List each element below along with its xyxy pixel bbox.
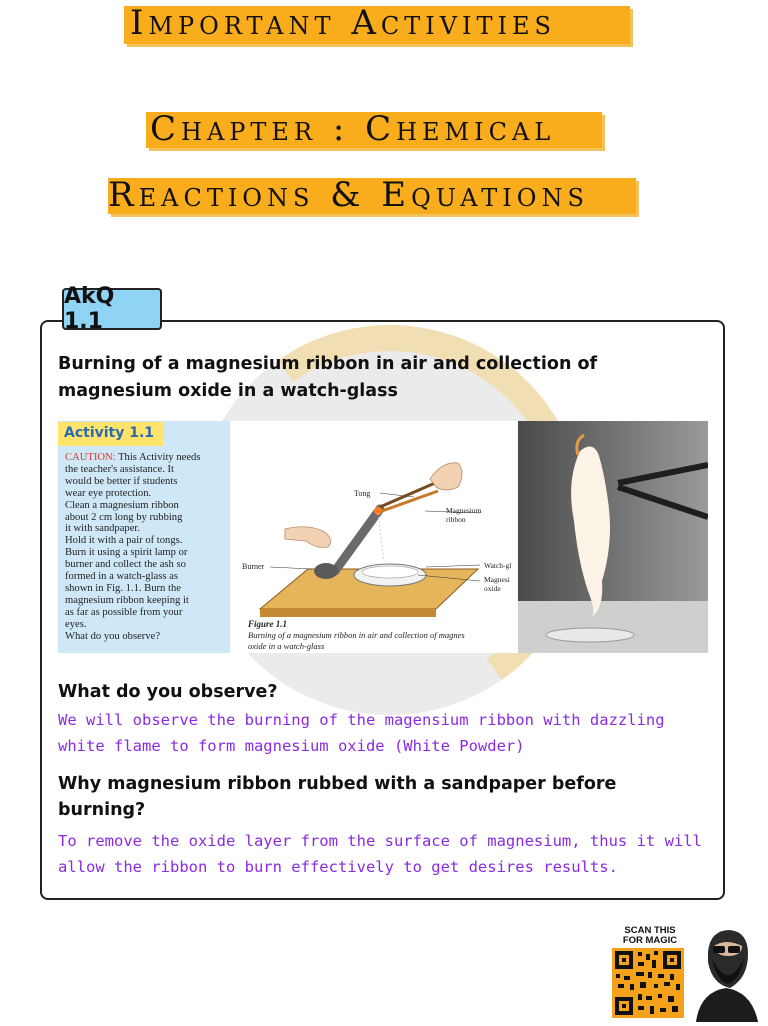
label-magnesium-oxide-1: Magnesi xyxy=(484,575,510,584)
burning-magnesium-photo xyxy=(518,421,708,653)
magnesium-oxide-ash xyxy=(362,566,418,578)
photo-watch-glass xyxy=(546,628,634,642)
left-hand xyxy=(285,527,331,548)
burner-diagram xyxy=(230,421,518,653)
label-tong: Tong xyxy=(354,489,371,498)
activity-line-0 xyxy=(65,452,227,464)
activity-line-12: magnesium ribbon keeping it xyxy=(65,594,189,606)
person-icon xyxy=(686,922,766,1022)
label-burner: Burner xyxy=(242,562,265,571)
figure-illustration xyxy=(230,421,518,653)
answer-2-line-1: To remove the oxide layer from the surface of magnesium, thus it will xyxy=(58,832,702,850)
activity-line-0-text: This Activity needs xyxy=(115,452,201,463)
activity-line-4: Clean a magnesium ribbon xyxy=(65,499,179,511)
activity-line-2: would be better if students xyxy=(65,475,178,487)
question-2-line-1: Why magnesium ribbon rubbed with a sandpaper before xyxy=(58,774,617,794)
activity-line-11: shown in Fig. 1.1. Burn the xyxy=(65,582,181,594)
caution-label: CAUTION: xyxy=(65,452,116,463)
activity-line-6: it with sandpaper. xyxy=(65,523,141,535)
right-hand xyxy=(430,463,462,490)
qr-code[interactable] xyxy=(612,948,684,1018)
answer-1-line-2: white flame to form magnesium oxide (White Powder) xyxy=(58,737,525,755)
activity-line-14: eyes. xyxy=(65,618,87,630)
card-heading-line-1: Burning of a magnesium ribbon in air and collection of xyxy=(58,354,598,374)
photo-graphic xyxy=(518,421,708,653)
activity-line-5: about 2 cm long by rubbing xyxy=(65,511,183,523)
answer-2-line-2: allow the ribbon to burn effectively to get desires results. xyxy=(58,858,618,876)
qr-code-icon xyxy=(612,948,684,1018)
label-magnesium-ribbon-1: Magnesium xyxy=(446,506,482,515)
figure-caption-title: Figure 1.1 xyxy=(248,619,288,629)
activity-line-7: Hold it with a pair of tongs. xyxy=(65,535,183,547)
figure-caption-line-2: oxide in a watch-glass xyxy=(248,641,325,651)
question-1: What do you observe? xyxy=(58,682,278,702)
magnesium-ribbon xyxy=(378,513,384,561)
scan-caption xyxy=(614,926,686,946)
page-title-line-1: Important Activities xyxy=(130,3,556,43)
answer-1-line-1: We will observe the burning of the magensium ribbon with dazzling xyxy=(58,711,665,729)
presenter-avatar xyxy=(686,922,766,1022)
figure-caption-line-1: Burning of a magnesium ribbon in air and collection of magnes xyxy=(248,630,465,640)
activity-line-3: wear eye protection. xyxy=(65,487,152,499)
photo-tong-upper xyxy=(618,465,708,483)
activity-line-10: formed in a watch-glass as xyxy=(65,571,178,583)
label-magnesium-ribbon-2: ribbon xyxy=(446,515,466,524)
scan-caption-line-2: FOR MAGIC xyxy=(622,935,678,946)
activity-instructions xyxy=(65,452,227,643)
activity-line-1: the teacher's assistance. It xyxy=(65,463,174,475)
label-watch-glass: Watch-gl xyxy=(484,561,512,570)
wooden-board-edge xyxy=(260,609,436,617)
question-tag xyxy=(62,284,162,334)
photo-tong-lower xyxy=(618,487,708,517)
page-title-line-3: Reactions & Equations xyxy=(108,175,589,215)
photo-table xyxy=(518,601,708,653)
card-heading-line-2: magnesium oxide in a watch-glass xyxy=(58,381,398,401)
burner-base xyxy=(314,563,338,579)
activity-line-9: burner and collect the ash so xyxy=(65,559,186,571)
activity-line-13: as far as possible from your xyxy=(65,606,183,618)
leader-burner xyxy=(270,567,312,569)
activity-title: Activity 1.1 xyxy=(64,425,155,441)
page-title-line-2: Chapter : Chemical xyxy=(150,109,556,149)
scan-caption-line-1: SCAN THIS xyxy=(624,925,676,936)
activity-title-box xyxy=(58,422,163,446)
leader-watch-glass xyxy=(426,565,480,567)
activity-line-15: What do you observe? xyxy=(65,630,161,642)
activity-line-8: Burn it using a spirit lamp or xyxy=(65,547,188,559)
photo-white-flame xyxy=(571,446,610,617)
label-magnesium-oxide-2: oxide xyxy=(484,584,501,593)
question-2-line-2: burning? xyxy=(58,800,146,820)
burner-tube xyxy=(335,509,380,571)
question-tag-label: AkQ 1.1 xyxy=(64,284,115,334)
